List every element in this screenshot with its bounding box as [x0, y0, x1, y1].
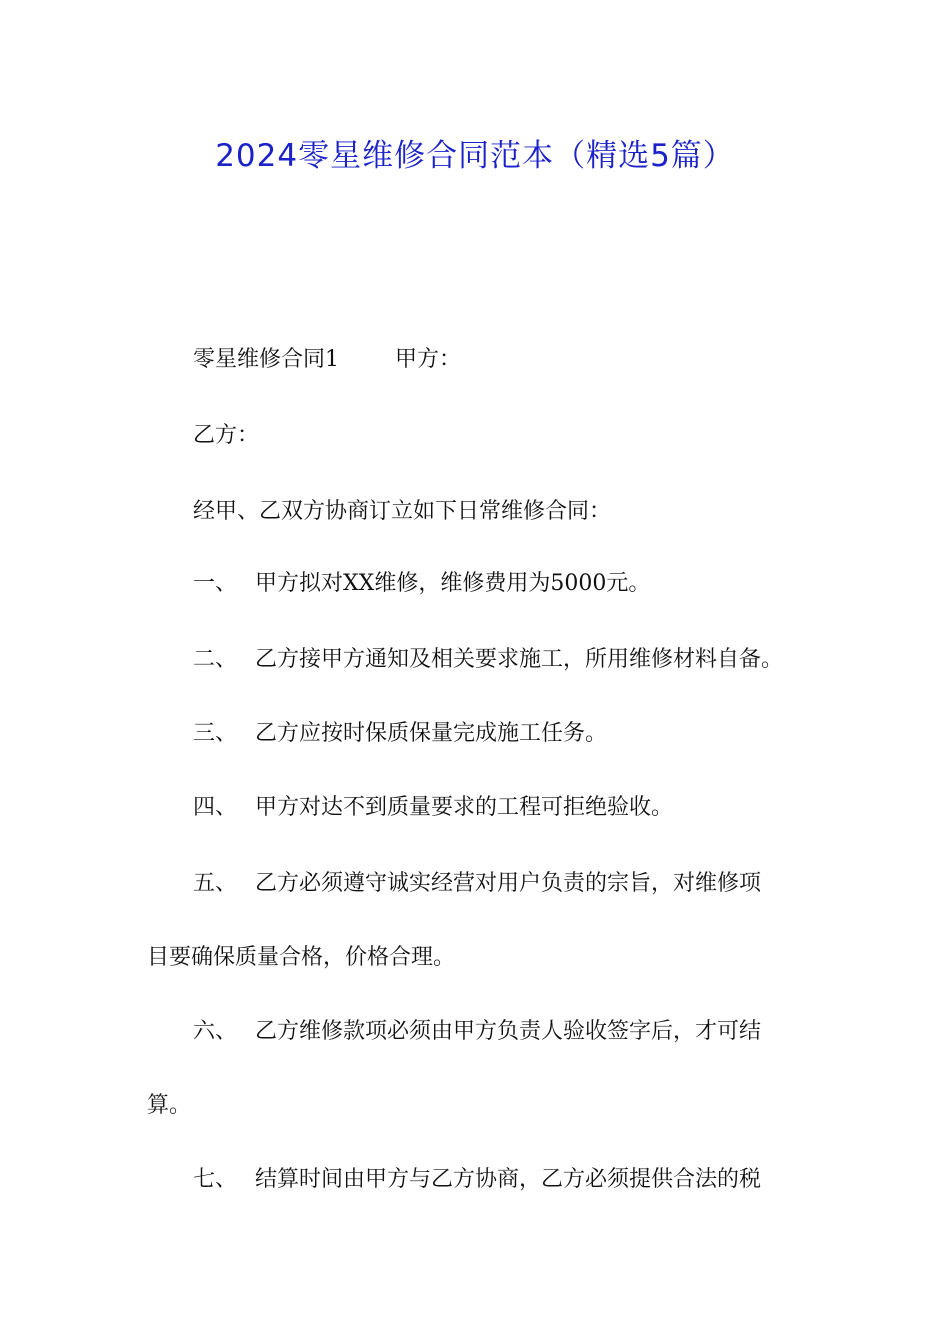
- document-title: 2024零星维修合同范本（精选5篇）: [215, 138, 735, 174]
- clause-text: 甲方拟对XX维修，维修费用为5000元。: [255, 571, 651, 596]
- contract-heading: [147, 322, 873, 398]
- clause-text: 结算时间由甲方与乙方协商，乙方必须提供合法的税: [255, 1167, 762, 1192]
- party-a-label: 甲方：: [395, 347, 462, 372]
- clause-2: [147, 622, 873, 698]
- clause-number: 七、: [193, 1167, 238, 1192]
- party-b-label: 乙方：: [193, 423, 260, 448]
- intro-paragraph: 经甲、乙双方协商订立如下日常维修合同：: [193, 499, 612, 524]
- clause-number: 一、: [193, 571, 238, 596]
- clause-text: 乙方接甲方通知及相关要求施工，所用维修材料自备。: [255, 647, 784, 672]
- clause-3: [147, 696, 873, 772]
- clause-text: 甲方对达不到质量要求的工程可拒绝验收。: [255, 795, 674, 820]
- clause-text: 乙方应按时保质保量完成施工任务。: [255, 721, 608, 746]
- clause-5: [147, 846, 873, 922]
- clause-1: [147, 546, 873, 622]
- clause-6-continuation: 算。: [147, 1093, 192, 1118]
- clause-number: 五、: [193, 871, 238, 896]
- clause-4: [147, 770, 873, 846]
- clause-text: 乙方必须遵守诚实经营对用户负责的宗旨，对维修项: [255, 871, 762, 896]
- contract-heading-label: 零星维修合同1: [193, 347, 339, 372]
- clause-number: 三、: [193, 721, 238, 746]
- clause-5-continuation: 目要确保质量合格，价格合理。: [147, 945, 456, 970]
- clause-7: [147, 1142, 873, 1218]
- clause-6: [147, 994, 873, 1070]
- clause-text: 乙方维修款项必须由甲方负责人验收签字后，才可结: [255, 1019, 762, 1044]
- clause-number: 二、: [193, 647, 238, 672]
- clause-number: 四、: [193, 795, 238, 820]
- clause-number: 六、: [193, 1019, 238, 1044]
